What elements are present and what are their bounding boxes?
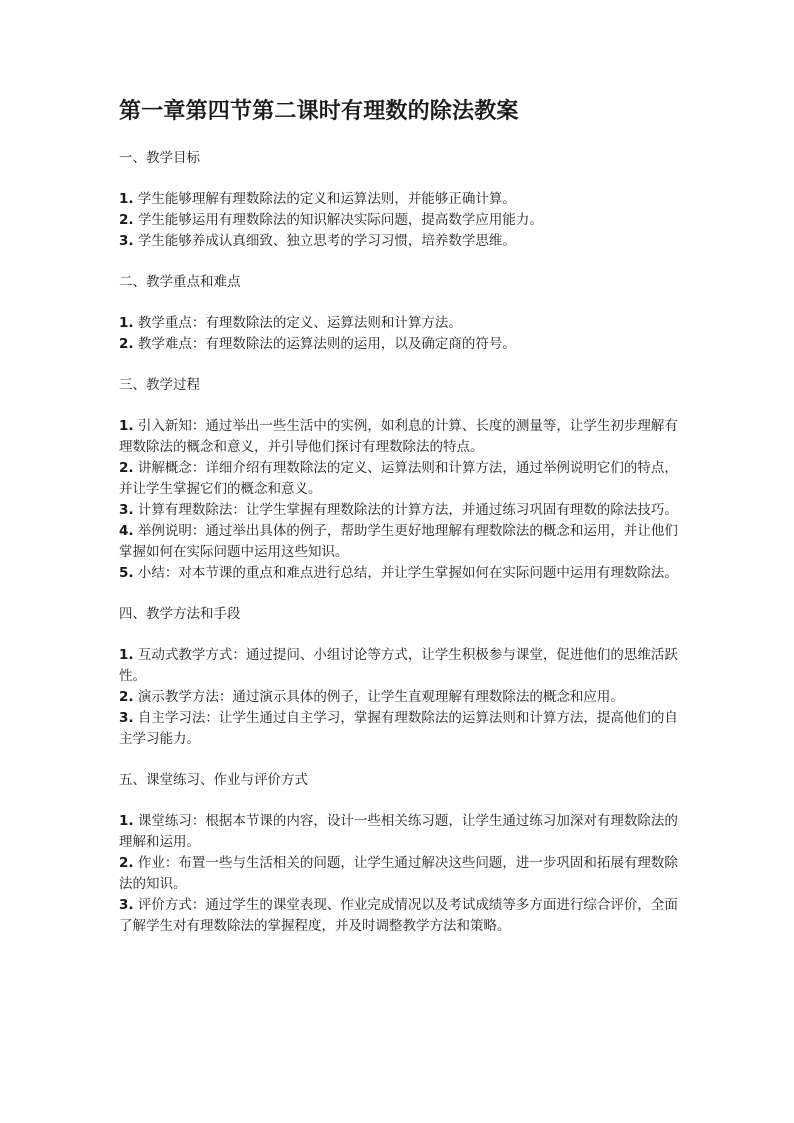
list-item: 1. 互动式教学方式：通过提问、小组讨论等方式，让学生积极参与课堂，促进他们的思维活跃性。 bbox=[119, 647, 678, 684]
document-title: 第一章第四节第二课时有理数的除法教案 bbox=[119, 99, 519, 124]
document-page bbox=[119, 96, 679, 957]
list-item: 1. 课堂练习：根据本节课的内容，设计一些相关练习题，让学生通过练习加深对有理数除法的理解和运用。 bbox=[119, 813, 678, 850]
section-heading: 二、教学重点和难点 bbox=[119, 274, 241, 290]
list-item: 2. 演示教学方法：通过演示具体的例子，让学生直观理解有理数除法的概念和应用。 bbox=[119, 689, 624, 705]
list-item: 3. 自主学习法：让学生通过自主学习，掌握有理数除法的运算法则和计算方法，提高他们的自主学习能力。 bbox=[119, 710, 678, 747]
list-item: 4. 举例说明：通过举出具体的例子，帮助学生更好地理解有理数除法的概念和运用，并让他们掌握如何在实际问题中运用这些知识。 bbox=[119, 523, 678, 560]
list-item: 2. 学生能够运用有理数除法的知识解决实际问题，提高数学应用能力。 bbox=[119, 212, 543, 228]
list-item: 3. 学生能够养成认真细致、独立思考的学习习惯，培养数学思维。 bbox=[119, 233, 516, 249]
list-item: 1. 引入新知：通过举出一些生活中的实例，如利息的计算、长度的测量等，让学生初步理解有理数除法的概念和意义，并引导他们探讨有理数除法的特点。 bbox=[119, 418, 678, 455]
list-item: 5. 小结：对本节课的重点和难点进行总结，并让学生掌握如何在实际问题中运用有理数除法。 bbox=[119, 565, 678, 581]
list-item: 3. 计算有理数除法：让学生掌握有理数除法的计算方法，并通过练习巩固有理数的除法技巧。 bbox=[119, 502, 678, 518]
section-teaching-methods bbox=[119, 604, 679, 750]
section-key-points bbox=[119, 272, 679, 355]
item-list bbox=[119, 189, 679, 252]
item-list bbox=[119, 416, 679, 584]
list-item: 1. 教学重点：有理数除法的定义、运算法则和计算方法。 bbox=[119, 315, 462, 331]
list-item: 1. 学生能够理解有理数除法的定义和运算法则，并能够正确计算。 bbox=[119, 191, 516, 207]
list-item: 2. 教学难点：有理数除法的运算法则的运用，以及确定商的符号。 bbox=[119, 336, 516, 352]
list-item: 3. 评价方式：通过学生的课堂表现、作业完成情况以及考试成绩等多方面进行综合评价，全面了解学生对有理数除法的掌握程度，并及时调整教学方法和策略。 bbox=[119, 897, 678, 934]
section-heading: 一、教学目标 bbox=[119, 150, 200, 166]
section-teaching-process bbox=[119, 375, 679, 584]
section-heading: 五、课堂练习、作业与评价方式 bbox=[119, 772, 308, 788]
section-heading: 三、教学过程 bbox=[119, 377, 200, 393]
section-teaching-goals bbox=[119, 148, 679, 252]
item-list bbox=[119, 313, 679, 355]
item-list bbox=[119, 811, 679, 937]
item-list bbox=[119, 645, 679, 750]
section-heading: 四、教学方法和手段 bbox=[119, 606, 241, 622]
list-item: 2. 讲解概念：详细介绍有理数除法的定义、运算法则和计算方法，通过举例说明它们的特点，并让学生掌握它们的概念和意义。 bbox=[119, 460, 678, 497]
section-practice-homework-evaluation bbox=[119, 770, 679, 937]
list-item: 2. 作业：布置一些与生活相关的问题，让学生通过解决这些问题，进一步巩固和拓展有理数除法的知识。 bbox=[119, 855, 678, 892]
